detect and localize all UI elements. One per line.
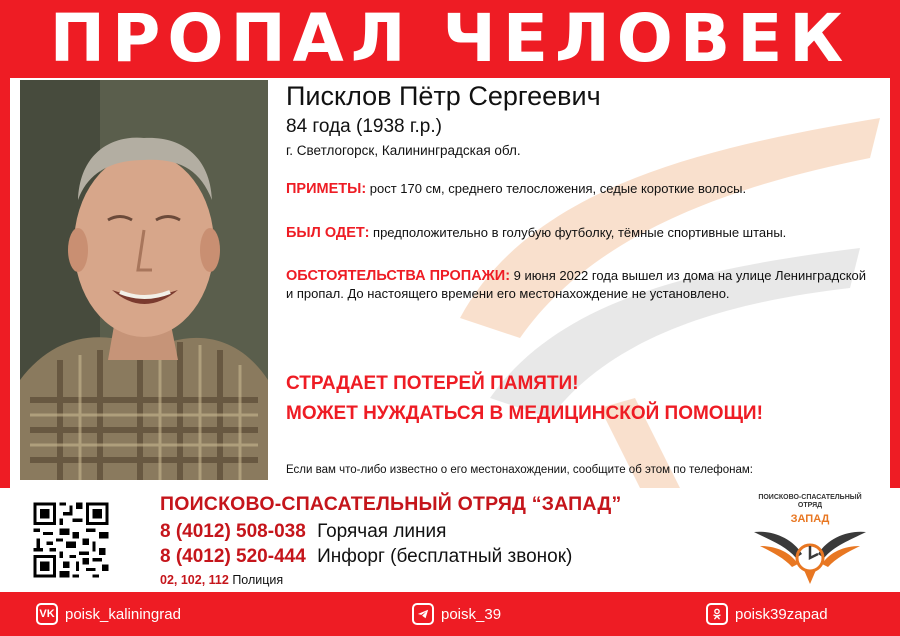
police-numbers[interactable]: 02, 102, 112 [160,573,229,587]
clothes-text: предположительно в голубую футболку, тёмные спортивные штаны. [373,225,787,240]
vk-link[interactable] [36,602,181,626]
info-panel [10,78,890,488]
clothes-label: БЫЛ ОДЕТ: [286,225,370,241]
social-footer [0,592,900,636]
odnoklassniki-icon [706,603,728,625]
wings-icon [752,524,868,586]
contact-note: Если вам что-либо известно о его местонахождении, сообщите об этом по телефонам: [286,464,754,476]
logo-name: ЗАПАД [790,513,830,525]
zapad-logo [752,492,868,588]
person-city: г. Светлогорск, Калининградская обл. [286,143,521,158]
logo-top-text: ПОИСКОВО-СПАСАТЕЛЬНЫЙ ОТРЯД [758,494,862,509]
inforg-label: Инфорг (бесплатный звонок) [317,546,573,567]
hotline-number[interactable]: 8 (4012) 508-038 [160,521,306,542]
hotline-row [160,521,446,543]
contacts-section [0,488,900,592]
qr-code-icon[interactable] [30,499,112,581]
vk-handle[interactable]: poisk_kaliningrad [65,605,181,623]
police-row [160,573,283,587]
signs-text: рост 170 см, среднего телосложения, седые короткие волосы. [369,181,747,196]
medical-warning: МОЖЕТ НУЖДАТЬСЯ В МЕДИЦИНСКОЙ ПОМОЩИ! [286,403,763,424]
clothes-row [286,224,786,242]
police-label: Полиция [232,573,284,587]
inforg-row [160,546,572,568]
telegram-icon [412,603,434,625]
telegram-handle[interactable]: poisk_39 [441,605,502,623]
ok-link[interactable] [706,602,828,626]
inforg-number[interactable]: 8 (4012) 520-444 [160,546,306,567]
signs-label: ПРИМЕТЫ: [286,181,367,197]
circumstances-text: 9 июня 2022 года вышел из дома на улице Ленинградской и пропал. До настоящего времени его местонахождение не установлено. [286,268,867,301]
missing-person-photo [20,80,268,480]
portrait-illustration [20,80,268,480]
ok-handle[interactable]: poisk39zapad [735,605,828,623]
hotline-label: Горячая линия [317,521,447,542]
vk-icon: VK [36,603,58,625]
circumstances-row [286,267,871,303]
circumstances-label: ОБСТОЯТЕЛЬСТВА ПРОПАЖИ: [286,268,511,284]
search-team-name: ПОИСКОВО-СПАСАТЕЛЬНЫЙ ОТРЯД “ЗАПАД” [160,493,622,515]
person-name: Писклов Пётр Сергеевич [286,81,601,111]
poster-title: ПРОПАЛ ЧЕЛОВЕК [49,0,851,77]
telegram-link[interactable] [412,602,501,626]
signs-row [286,180,746,198]
memory-warning: СТРАДАЕТ ПОТЕРЕЙ ПАМЯТИ! [286,373,579,394]
person-age: 84 года (1938 г.р.) [286,116,442,137]
